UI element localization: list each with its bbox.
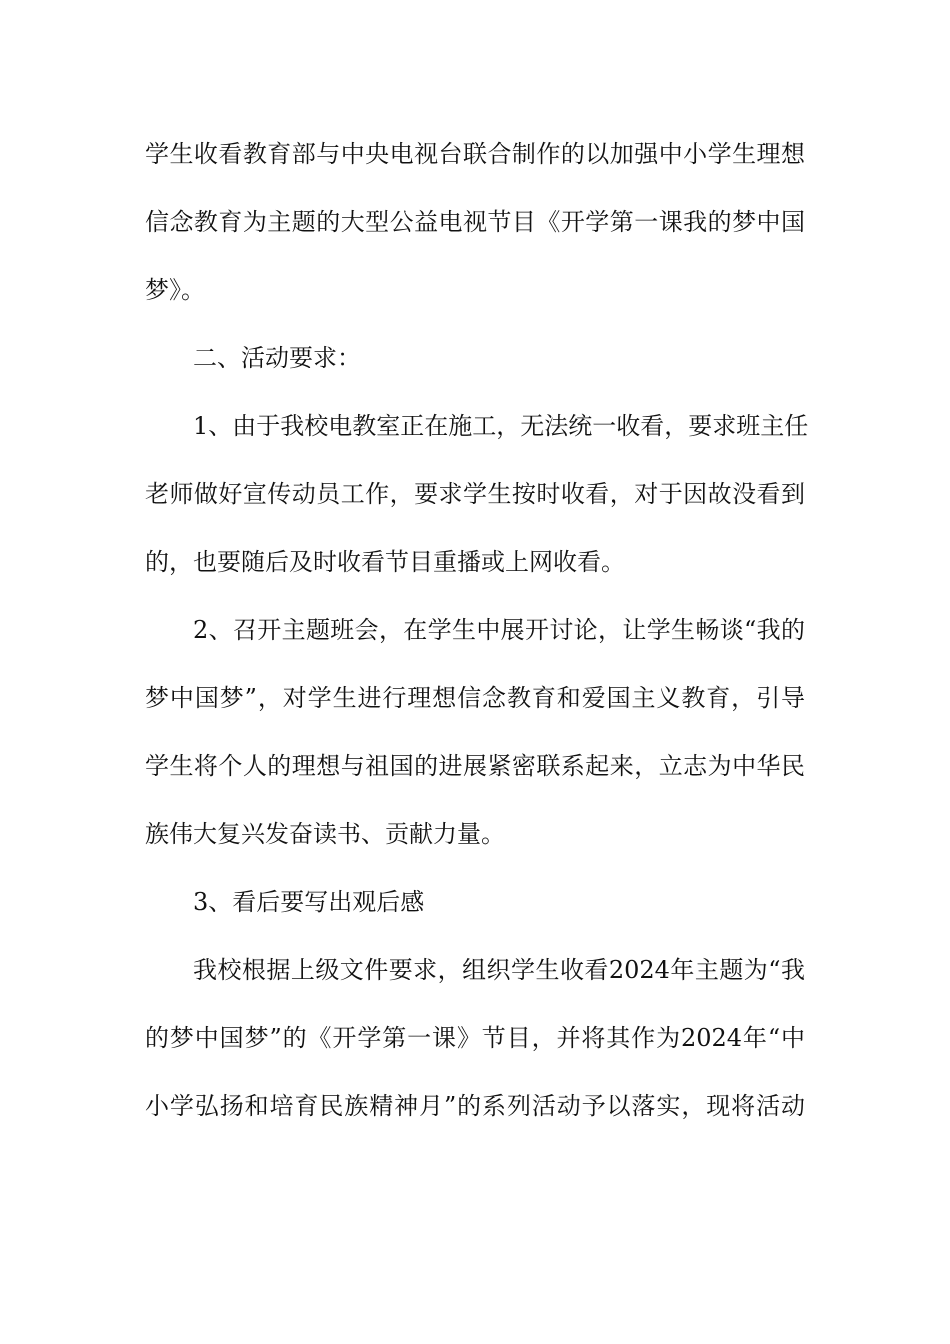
paragraph-line: 2、召开主题班会，在学生中展开讨论，让学生畅谈“我的 <box>193 616 805 644</box>
paragraph-line: 我校根据上级文件要求，组织学生收看2024年主题为“我 <box>193 956 805 984</box>
paragraph-line: 梦中国梦”，对学生进行理想信念教育和爱国主义教育，引导 <box>145 684 805 712</box>
section-heading: 二、活动要求： <box>193 344 361 372</box>
paragraph-line: 学生将个人的理想与祖国的进展紧密联系起来，立志为中华民 <box>145 752 805 780</box>
paragraph-line: 小学弘扬和培育民族精神月”的系列活动予以落实，现将活动 <box>145 1092 805 1120</box>
document-body <box>145 126 809 1146</box>
paragraph-line: 1、由于我校电教室正在施工，无法统一收看，要求班主任 <box>193 412 809 440</box>
paragraph-line: 梦》。 <box>145 276 205 304</box>
paragraph-line: 族伟大复兴发奋读书、贡献力量。 <box>145 820 505 848</box>
paragraph-line: 信念教育为主题的大型公益电视节目《开学第一课我的梦中国 <box>145 208 805 236</box>
paragraph-line: 的梦中国梦”的《开学第一课》节目，并将其作为2024年“中 <box>145 1024 805 1052</box>
paragraph-line: 3、看后要写出观后感 <box>193 888 425 916</box>
paragraph-line: 老师做好宣传动员工作，要求学生按时收看，对于因故没看到 <box>145 480 805 508</box>
paragraph-line: 的，也要随后及时收看节目重播或上网收看。 <box>145 548 625 576</box>
paragraph-line: 学生收看教育部与中央电视台联合制作的以加强中小学生理想 <box>145 140 805 168</box>
